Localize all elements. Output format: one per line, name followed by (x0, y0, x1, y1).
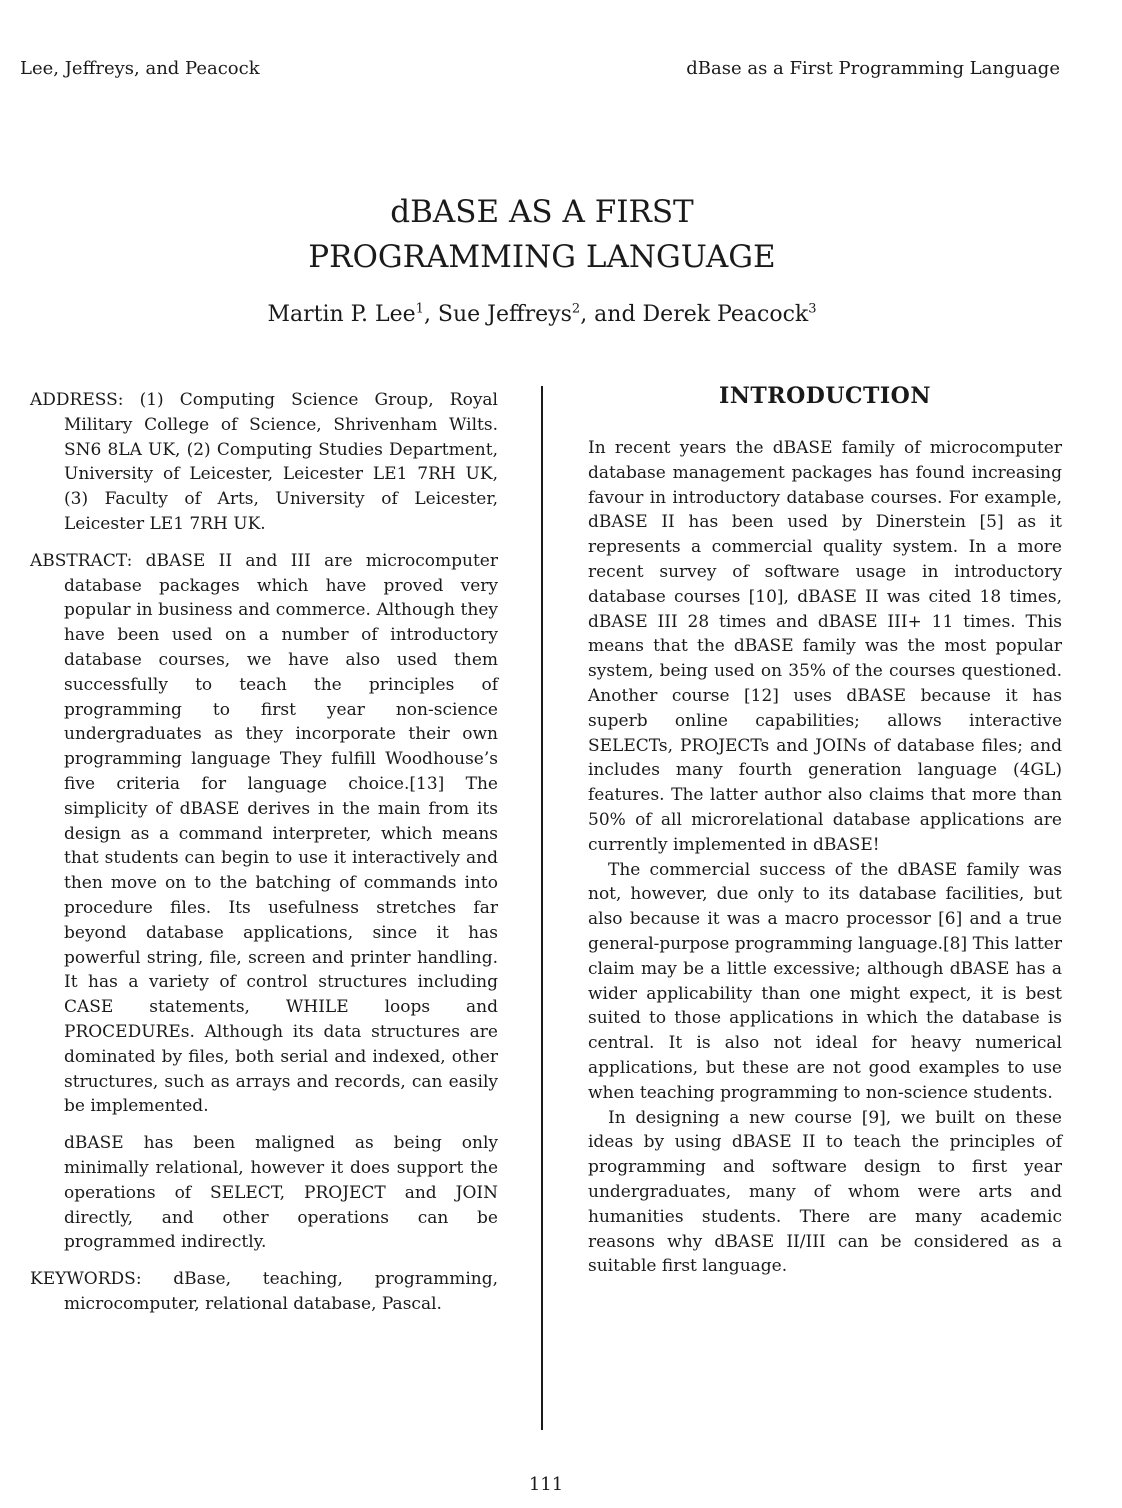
abstract-label: ABSTRACT: (30, 550, 133, 571)
address-block (30, 388, 498, 537)
paper-title-line-1: dBASE AS A FIRST (390, 194, 694, 230)
intro-paragraph-2: The commercial success of the dBASE family was not, however, due only to its database facilities, but also because it was a macro processor [6] and a true general-purpose programming language.[8] This latter claim may be a little excessive; although dBASE has a wider applicability than one might expect, it is best suited to those applications in which the database is central. It is also not ideal for heavy numerical applications, but these are not good examples to use when teaching programming to non-science students. (588, 859, 1062, 1103)
author-name: Martin P. Lee (267, 302, 416, 327)
running-header-authors: Lee, Jeffreys, and Peacock (20, 58, 260, 79)
page-number: 111 (528, 1474, 564, 1495)
paper-title (0, 190, 1084, 280)
column-divider (541, 386, 543, 1430)
address-label: ADDRESS: (30, 390, 124, 410)
intro-paragraph-1: In recent years the dBASE family of microcomputer database management packages has found increasing favour in introductory database courses. For example, dBASE II has been used by Dinerstein [5] as it represents a commercial quality system. In a more recent survey of software usage in introductory database courses [10], dBASE II was cited 18 times, dBASE III 28 times and dBASE III+ 11 times. This means that the dBASE family was the most popular system, being used on 35% of the courses questioned. Another course [12] uses dBASE because it has superb online capabilities; allows interactive SELECTs, PROJECTs and JOINs of database files; and includes many fourth generation language (4GL) features. The latter author also claims that more than 50% of all microrelational database applications are currently implemented in dBASE! (588, 438, 1062, 855)
keywords-label: KEYWORDS: (30, 1269, 142, 1290)
running-header-title: dBase as a First Programming Language (686, 58, 1060, 79)
right-column (588, 380, 1062, 1279)
section-heading-introduction: INTRODUCTION (719, 383, 931, 409)
affiliation-mark: 2 (571, 301, 581, 317)
affiliation-mark: 1 (415, 301, 424, 317)
left-column (30, 388, 498, 1317)
affiliation-mark: 3 (808, 301, 817, 317)
abstract-paragraph-2: dBASE has been maligned as being only minimally relational, however it does support the operations of SELECT, PROJECT and JOIN directly, and other operations can be programmed indirectly. (64, 1133, 498, 1253)
paper-title-line-2: PROGRAMMING LANGUAGE (308, 239, 776, 275)
intro-paragraph-3: In designing a new course [9], we built on these ideas by using dBASE II to teach the principles of programming and software design to first year undergraduates, many of whom were arts and humanities students. There are many academic reasons why dBASE II/III can be considered as a suitable first language. (588, 1107, 1062, 1277)
author-name: , Sue Jeffreys (423, 302, 572, 327)
author-name: , and Derek Peacock (580, 302, 809, 327)
address-text: (1) Computing Science Group, Royal Military College of Science, Shrivenham Wilts. SN6 8LA UK, (2) Computing Studies Department, University of Leicester, Leicester LE1 7RH UK, (3) Faculty of Arts, University of Leicester, Leicester LE1 7RH UK. (64, 390, 498, 534)
keywords-text: dBase, teaching, programming, microcomputer, relational database, Pascal. (64, 1269, 498, 1314)
abstract-block (30, 549, 498, 1119)
keywords-block (30, 1267, 498, 1317)
abstract-text: dBASE II and III are microcomputer database packages which have proved very popular in business and commerce. Although they have been used on a number of introductory database courses, we have also used them successfully to teach the principles of programming to first year non-science undergraduates as they incorporate their own programming language They fulfill Woodhouse’s five criteria for language choice.[13] The simplicity of dBASE derives in the main from its design as a command interpreter, which means that students can begin to use it interactively and then move on to the batching of commands into procedure files. Its usefulness stretches far beyond database applications, since it has powerful string, file, screen and printer handling. It has a variety of control structures including CASE statements, WHILE loops and PROCEDUREs. Although its data structures are dominated by files, both serial and indexed, other structures, such as arrays and records, can easily be implemented. (64, 550, 498, 1117)
author-list (0, 302, 1084, 327)
